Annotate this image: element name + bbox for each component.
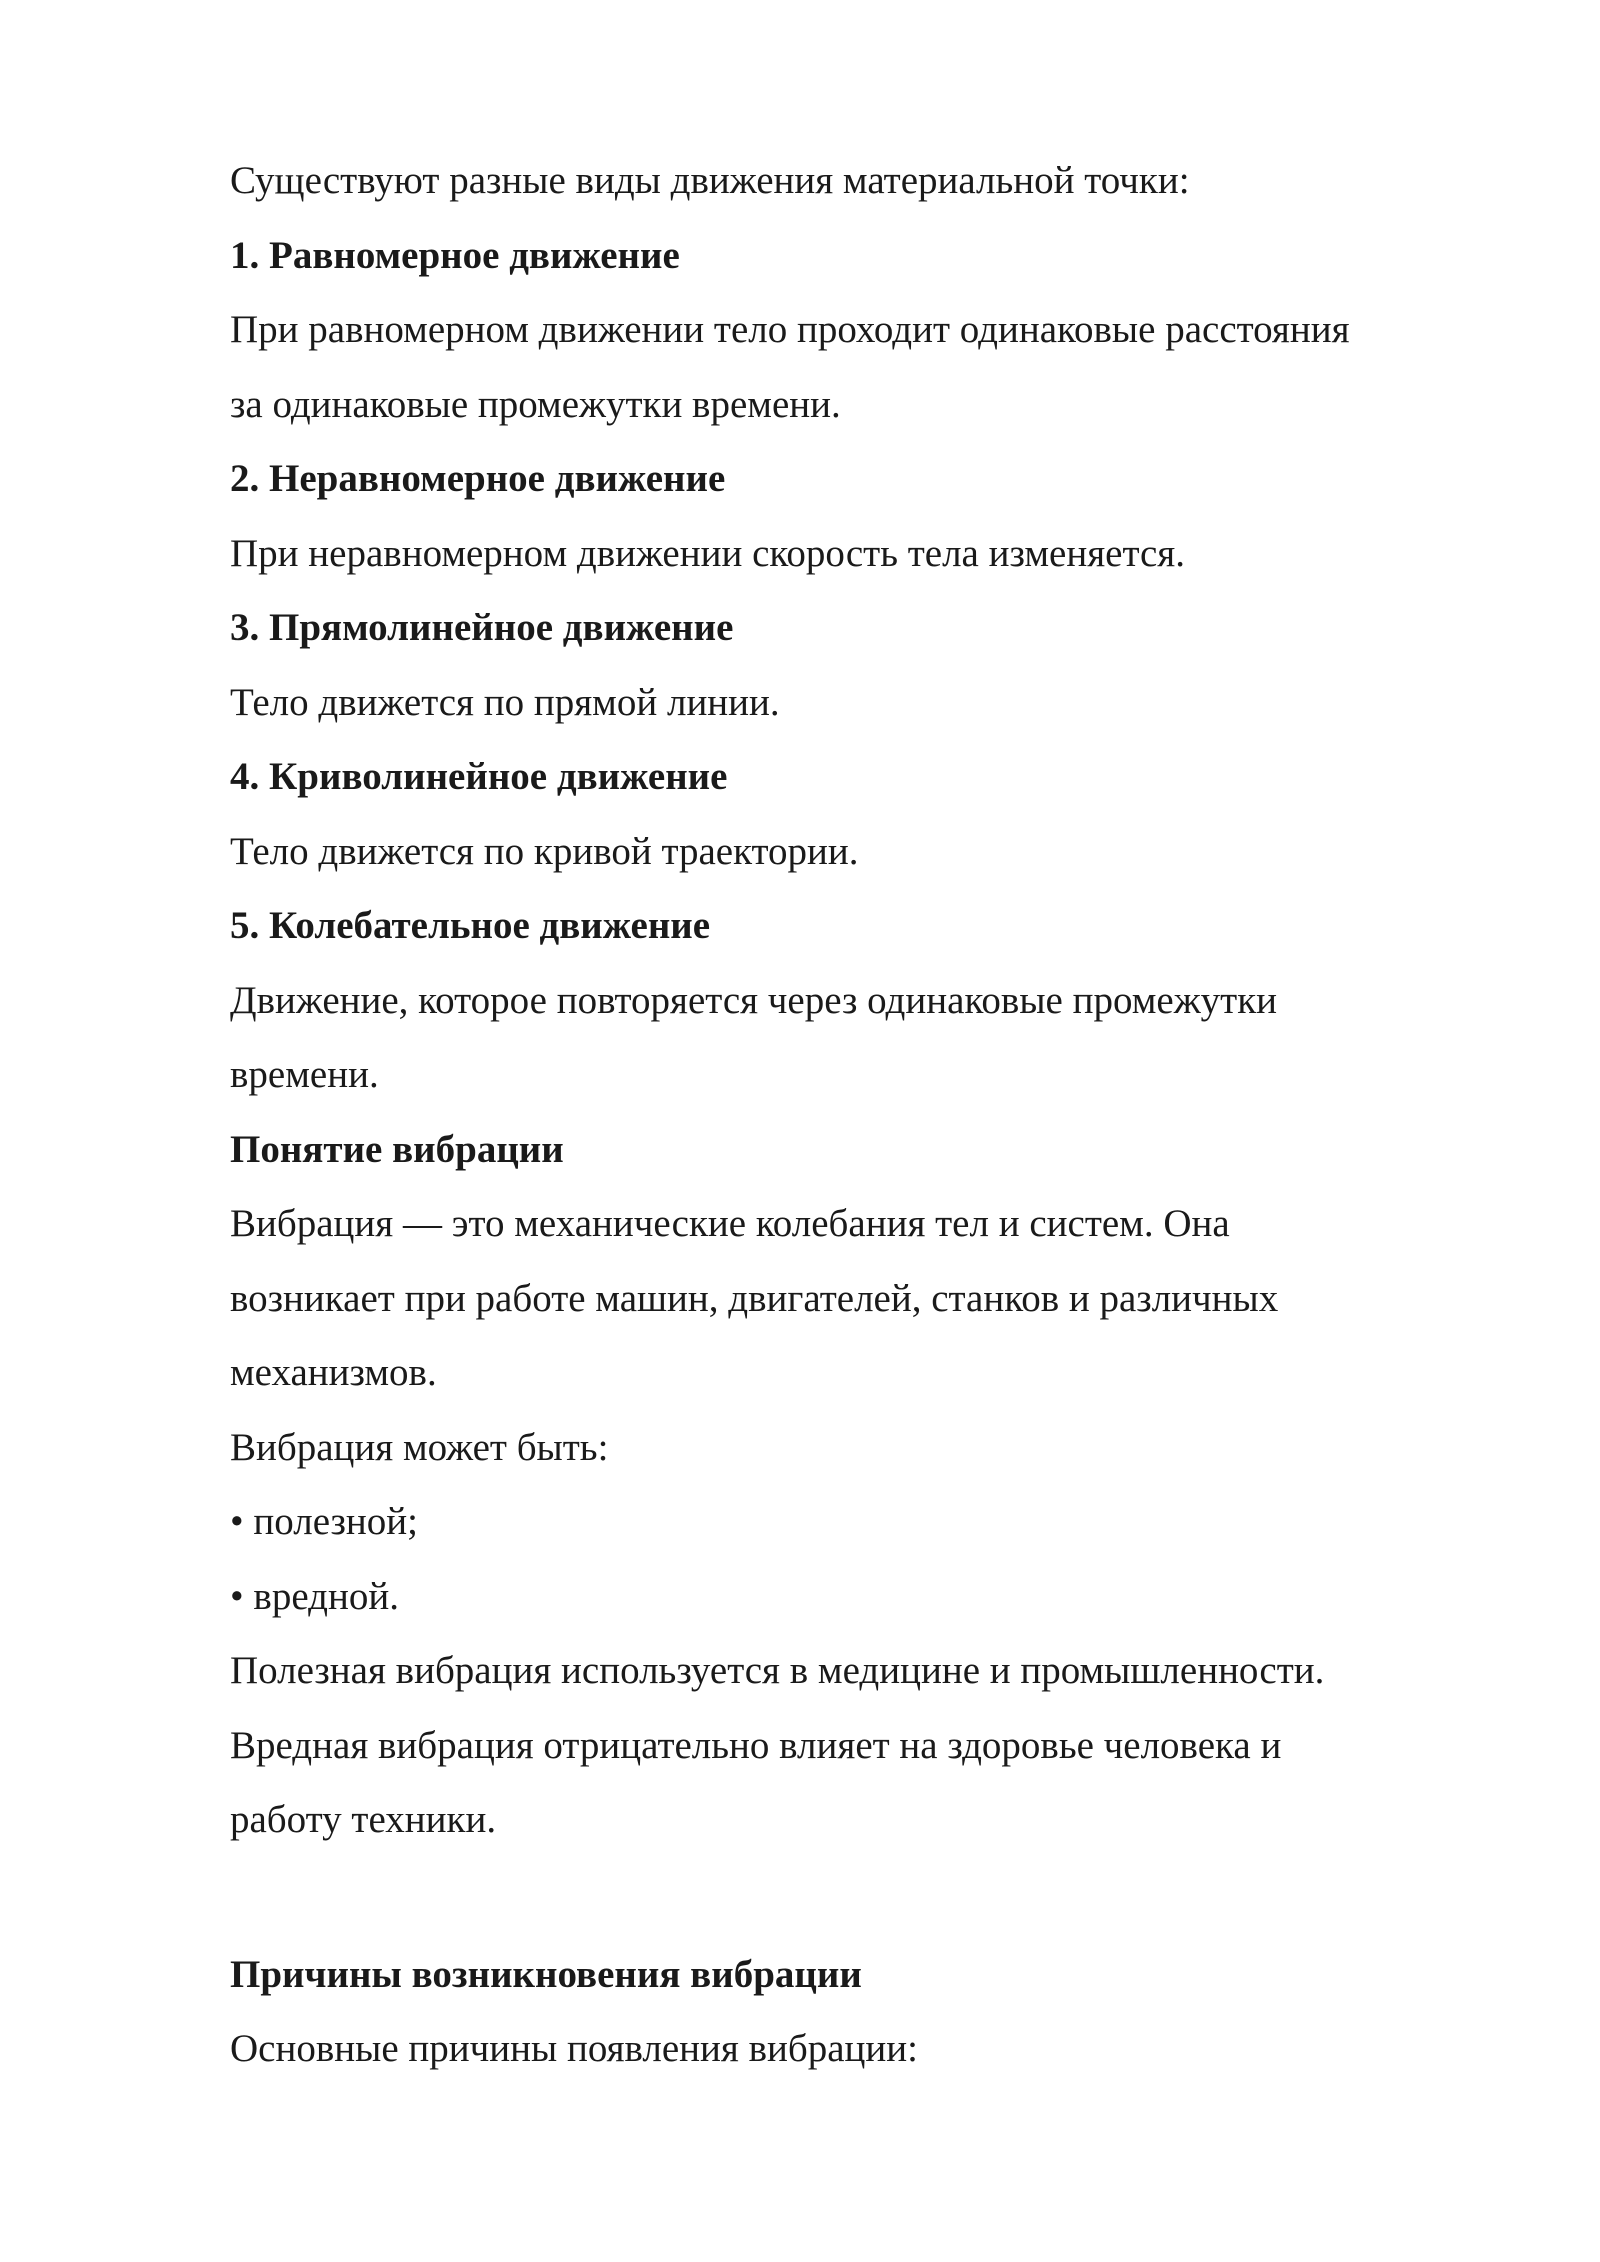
vibration-types-intro: Вибрация может быть: [230,1425,609,1469]
section-text-rectilinear-line-1: Тело движется по прямой линии. [230,680,780,724]
section-text-oscillatory-line-1: Движение, которое повторяется через одинаковые промежутки [230,978,1278,1022]
document-page [230,144,1530,2087]
section-heading-rectilinear: 3. Прямолинейное движение [230,606,734,649]
harmful-vibration-line-1: Вредная вибрация отрицательно влияет на здоровье человека и [230,1723,1282,1767]
vibration-type-item: • вредной. [230,1574,399,1618]
vibration-heading: Понятие вибрации [230,1127,564,1171]
section-heading-curvilinear: 4. Криволинейное движение [230,755,728,798]
useful-vibration-text: Полезная вибрация используется в медицине и промышленности. [230,1649,1325,1692]
section-text-nonuniform-line-1: При неравномерном движении скорость тела изменяется. [230,531,1185,575]
section-text-uniform-line-1: При равномерном движении тело проходит одинаковые расстояния [230,308,1350,351]
vibration-definition-line-3: механизмов. [230,1351,437,1394]
section-heading-uniform: 1. Равномерное движение [230,233,680,277]
section-text-uniform-line-2: за одинаковые промежутки времени. [230,382,841,426]
causes-intro: Основные причины появления вибрации: [230,2027,919,2070]
vibration-definition-line-2: возникает при работе машин, двигателей, станков и различных [230,1276,1279,1320]
vibration-type-item: • полезной; [230,1500,418,1543]
section-heading-nonuniform: 2. Неравномерное движение [230,457,726,500]
section-text-oscillatory-line-2: времени. [230,1053,379,1096]
section-text-curvilinear-line-1: Тело движется по кривой траектории. [230,829,859,873]
vibration-definition-line-1: Вибрация — это механические колебания тел и систем. Она [230,1202,1230,1245]
intro-text: Существуют разные виды движения материальной точки: [230,159,1190,202]
section-heading-oscillatory: 5. Колебательное движение [230,904,711,947]
causes-heading: Причины возникновения вибрации [230,1952,862,1996]
section-spacer [230,1858,1530,1938]
harmful-vibration-line-2: работу техники. [230,1798,497,1841]
